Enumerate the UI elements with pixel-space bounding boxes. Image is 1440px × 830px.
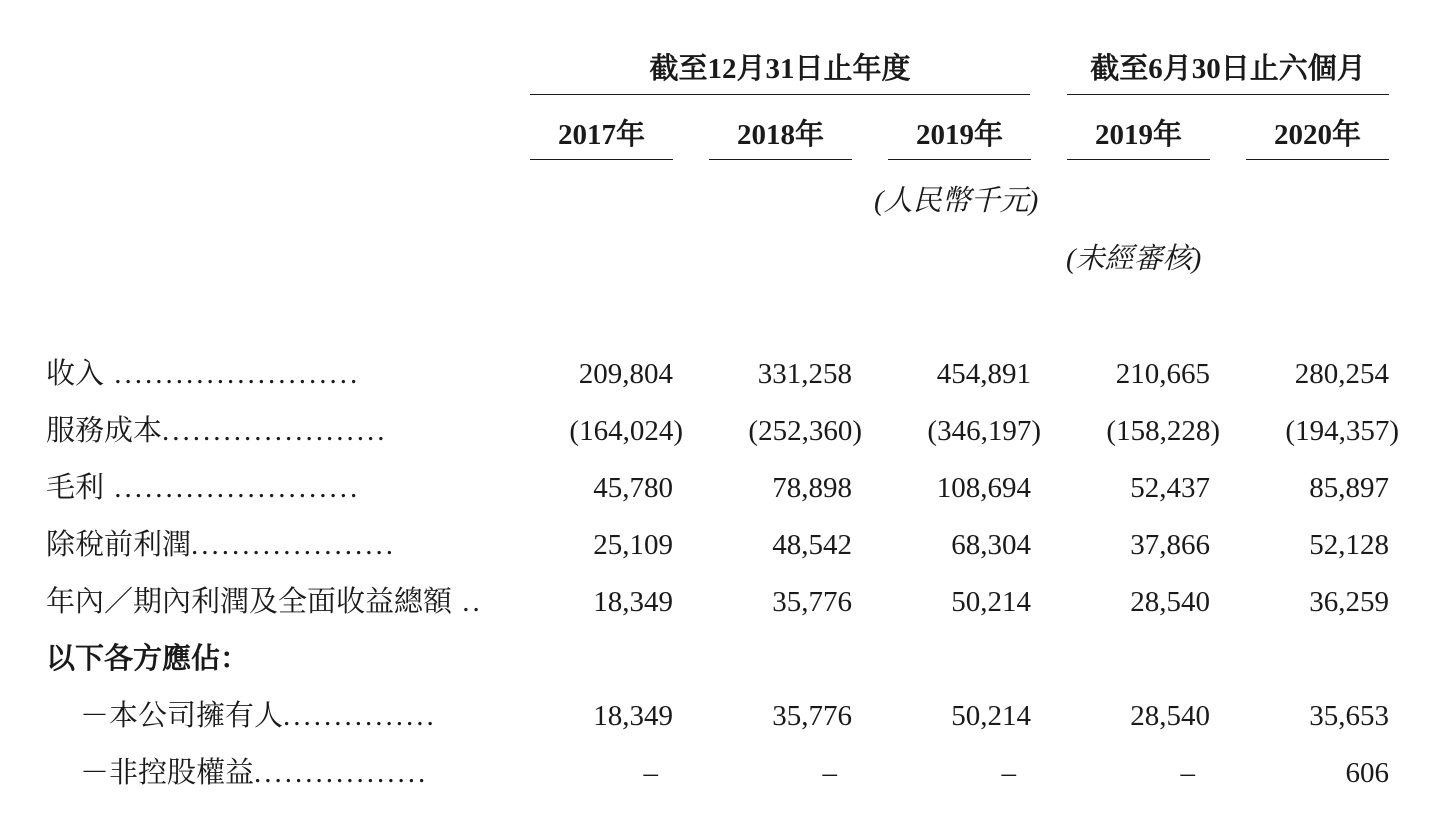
- cell-tci-2020-h1: 36,259: [1309, 586, 1389, 618]
- dot-leader: ...............: [283, 700, 437, 732]
- group-rule-annual: [530, 94, 1030, 95]
- row-label-gross-profit: [46, 471, 491, 505]
- row-label-text: －本公司擁有人: [80, 700, 284, 732]
- cell-nci-2017: –: [643, 757, 658, 789]
- cell-gross-2017: 45,780: [593, 472, 673, 504]
- cell-pbt-2020-h1: 52,128: [1309, 529, 1389, 561]
- cell-gross-2018: 78,898: [772, 472, 852, 504]
- cell-revenue-2017: 209,804: [578, 358, 673, 390]
- cell-owners-2019: 50,214: [951, 700, 1031, 732]
- year-head-2017: 2017年: [557, 119, 645, 151]
- cell-owners-2019-h1: 28,540: [1130, 700, 1210, 732]
- row-label-text: 收入: [46, 358, 105, 390]
- group-title-annual: 截至12月31日止年度: [649, 53, 911, 85]
- year-head-2019: 2019年: [915, 119, 1003, 151]
- currency-note: (人民幣千元): [874, 185, 1039, 217]
- cell-gross-2019: 108,694: [936, 472, 1031, 504]
- row-label-profit-before-tax: [46, 528, 491, 562]
- cell-cost-2020-h1: (194,357): [1285, 415, 1399, 447]
- row-label-text: 除稅前利潤: [46, 529, 192, 561]
- year-rule-2019: [888, 159, 1031, 160]
- row-label-total-comprehensive-income: [46, 585, 491, 619]
- row-label-attributable-to: [46, 642, 491, 676]
- year-head-2019-h1: 2019年: [1094, 119, 1182, 151]
- dot-leader: ......................: [162, 415, 388, 447]
- group-title-six-months: 截至6月30日止六個月: [1090, 53, 1366, 85]
- cell-gross-2020-h1: 85,897: [1309, 472, 1389, 504]
- row-label-cost-of-services: [46, 414, 491, 448]
- year-head-2020-h1: 2020年: [1273, 119, 1361, 151]
- dot-leader: ....................: [191, 529, 397, 561]
- cell-nci-2019-h1: –: [1180, 757, 1195, 789]
- cell-cost-2017: (164,024): [569, 415, 683, 447]
- cell-revenue-2018: 331,258: [757, 358, 852, 390]
- cell-tci-2019: 50,214: [951, 586, 1031, 618]
- cell-tci-2019-h1: 28,540: [1130, 586, 1210, 618]
- row-label-non-controlling-interests: [80, 756, 491, 790]
- cell-revenue-2020-h1: 280,254: [1294, 358, 1389, 390]
- cell-nci-2018: –: [822, 757, 837, 789]
- cell-cost-2018: (252,360): [748, 415, 862, 447]
- cell-owners-2017: 18,349: [593, 700, 673, 732]
- cell-cost-2019: (346,197): [927, 415, 1041, 447]
- row-label-revenue: [46, 357, 491, 391]
- cell-pbt-2019: 68,304: [951, 529, 1031, 561]
- dot-leader: ........................: [104, 472, 361, 504]
- year-rule-2018: [709, 159, 852, 160]
- cell-nci-2020-h1: 606: [1345, 757, 1389, 789]
- row-label-text: 以下各方應佔：: [46, 643, 250, 675]
- group-rule-six-months: [1067, 94, 1389, 95]
- dot-leader: ........................: [104, 358, 361, 390]
- year-rule-2019-h1: [1067, 159, 1210, 160]
- year-rule-2017: [530, 159, 673, 160]
- cell-pbt-2018: 48,542: [772, 529, 852, 561]
- cell-pbt-2017: 25,109: [593, 529, 673, 561]
- row-label-text: 年內／期內利潤及全面收益總額: [46, 586, 453, 618]
- row-label-text: －非控股權益: [80, 757, 255, 789]
- cell-owners-2018: 35,776: [772, 700, 852, 732]
- unaudited-note: (未經審核): [1066, 243, 1202, 275]
- cell-revenue-2019: 454,891: [936, 358, 1031, 390]
- row-label-text: 毛利: [46, 472, 105, 504]
- year-rule-2020-h1: [1246, 159, 1389, 160]
- dot-leader: ..: [452, 586, 483, 618]
- cell-cost-2019-h1: (158,228): [1106, 415, 1220, 447]
- cell-gross-2019-h1: 52,437: [1130, 472, 1210, 504]
- year-head-2018: 2018年: [736, 119, 824, 151]
- cell-pbt-2019-h1: 37,866: [1130, 529, 1210, 561]
- cell-nci-2019: –: [1001, 757, 1016, 789]
- dot-leader: .................: [254, 757, 429, 789]
- row-label-text: 服務成本: [46, 415, 163, 447]
- cell-tci-2018: 35,776: [772, 586, 852, 618]
- row-label-owners-of-company: [80, 699, 491, 733]
- cell-owners-2020-h1: 35,653: [1309, 700, 1389, 732]
- cell-revenue-2019-h1: 210,665: [1115, 358, 1210, 390]
- cell-tci-2017: 18,349: [593, 586, 673, 618]
